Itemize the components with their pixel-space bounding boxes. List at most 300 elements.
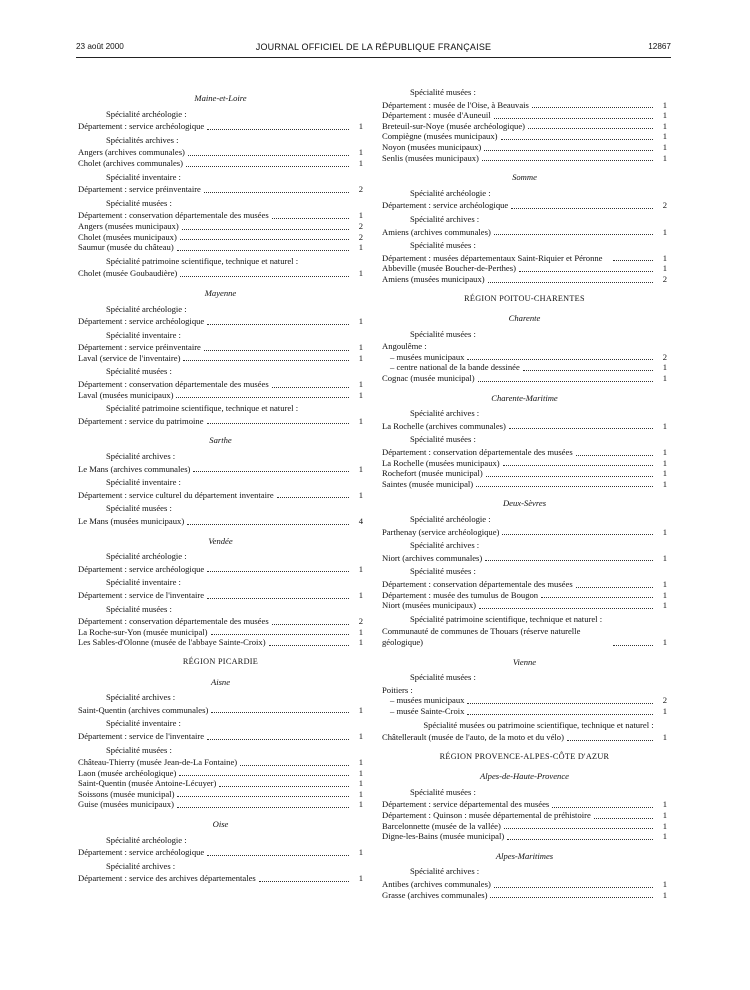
list-item bbox=[382, 600, 667, 611]
list-item bbox=[78, 768, 363, 779]
specialty-heading: Spécialité archéologie : bbox=[106, 108, 187, 119]
dot-leader bbox=[207, 855, 349, 856]
item-label: La Rochelle (archives communales) bbox=[382, 420, 506, 431]
item-count: 1 bbox=[358, 847, 363, 858]
list-item bbox=[78, 210, 363, 221]
specialty-heading: Spécialité archéologie : bbox=[106, 303, 187, 314]
item-count: 1 bbox=[662, 362, 667, 373]
item-count: 1 bbox=[662, 120, 667, 131]
item-label: Compiègne (musées municipaux) bbox=[382, 131, 498, 142]
list-item bbox=[382, 590, 667, 601]
dot-leader bbox=[207, 598, 349, 599]
city-heading: Poitiers : bbox=[382, 684, 413, 695]
list-item bbox=[78, 242, 363, 253]
dot-leader bbox=[613, 260, 653, 261]
dot-leader bbox=[528, 128, 653, 129]
dot-leader bbox=[485, 560, 653, 561]
dot-leader bbox=[204, 192, 349, 193]
item-label: Amiens (archives communales) bbox=[382, 226, 491, 237]
item-label: La Rochelle (musées municipaux) bbox=[382, 457, 500, 468]
item-count: 1 bbox=[358, 778, 363, 789]
item-count: 1 bbox=[662, 252, 667, 263]
department-heading: Aisne bbox=[210, 676, 231, 687]
list-item bbox=[78, 637, 363, 648]
specialty-heading: Spécialité musées : bbox=[410, 240, 476, 251]
item-count: 1 bbox=[358, 704, 363, 715]
department-heading: Alpes-Maritimes bbox=[495, 850, 554, 861]
item-count: 2 bbox=[662, 695, 667, 706]
list-item bbox=[382, 362, 667, 373]
item-count: 1 bbox=[662, 600, 667, 611]
item-count: 1 bbox=[358, 147, 363, 158]
department-heading: Charente bbox=[508, 313, 541, 324]
item-count: 2 bbox=[662, 273, 667, 284]
item-label: Laval (service de l'inventaire) bbox=[78, 352, 181, 363]
dot-leader bbox=[177, 250, 349, 251]
list-item bbox=[382, 732, 667, 743]
item-label: Département : service des archives départementales bbox=[78, 873, 256, 884]
dot-leader bbox=[532, 107, 653, 108]
item-label: Département : musée d'Auneuil bbox=[382, 110, 491, 121]
list-item bbox=[382, 553, 667, 564]
item-count: 1 bbox=[358, 767, 363, 778]
dot-leader bbox=[207, 324, 349, 325]
item-label: Département : musées départementaux Saint-Riquier et Péronne bbox=[382, 252, 603, 263]
dot-leader bbox=[494, 234, 653, 235]
item-label: Département : service archéologique bbox=[78, 316, 205, 327]
department-heading: Maine-et-Loire bbox=[194, 93, 247, 103]
list-item bbox=[382, 695, 667, 706]
item-label: Département : service archéologique bbox=[382, 200, 509, 211]
item-count: 1 bbox=[662, 799, 667, 810]
department-heading: Alpes-de-Haute-Provence bbox=[480, 771, 569, 782]
item-label: Département : conservation départementale des musées bbox=[382, 447, 573, 458]
item-label: Département : Quinson : musée départemental de préhistoire bbox=[382, 810, 591, 821]
dot-leader bbox=[494, 887, 653, 888]
dot-leader bbox=[519, 271, 653, 272]
dot-leader bbox=[183, 360, 349, 361]
item-label: Saint-Quentin (musée Antoine-Lécuyer) bbox=[78, 778, 217, 789]
item-count: 1 bbox=[358, 757, 363, 768]
header-page-number: 12867 bbox=[648, 42, 671, 51]
item-count: 1 bbox=[662, 478, 667, 489]
department-heading: Charente-Maritime bbox=[491, 392, 558, 403]
item-label: – musées municipaux bbox=[390, 351, 465, 362]
item-label: Département : musée de l'Oise, à Beauvais bbox=[382, 99, 529, 110]
item-count: 1 bbox=[358, 352, 363, 363]
list-item bbox=[78, 121, 363, 132]
list-item bbox=[382, 263, 667, 274]
item-label: Saint-Quentin (archives communales) bbox=[78, 704, 209, 715]
item-count: 2 bbox=[358, 616, 363, 627]
specialty-heading: Spécialité archéologie : bbox=[410, 187, 491, 198]
item-count: 1 bbox=[358, 268, 363, 279]
item-count: 1 bbox=[358, 730, 363, 741]
item-label: Senlis (musées municipaux) bbox=[382, 152, 479, 163]
item-count: 2 bbox=[662, 200, 667, 211]
item-count: 1 bbox=[662, 526, 667, 537]
left-column bbox=[78, 84, 363, 884]
item-count: 1 bbox=[662, 99, 667, 110]
region-heading: RÉGION PICARDIE bbox=[182, 656, 259, 666]
department-heading: Oise bbox=[212, 819, 229, 830]
item-label: Abbeville (musée Boucher-de-Perthes) bbox=[382, 263, 516, 274]
list-item bbox=[78, 590, 363, 601]
item-label: Niort (archives communales) bbox=[382, 552, 483, 563]
list-item bbox=[78, 789, 363, 800]
dot-leader bbox=[502, 534, 653, 535]
item-label: Angers (musées municipaux) bbox=[78, 220, 179, 231]
item-count: 1 bbox=[662, 552, 667, 563]
header-rule bbox=[76, 57, 671, 58]
department-heading: Somme bbox=[512, 172, 537, 183]
dot-leader bbox=[179, 775, 349, 776]
item-count: 1 bbox=[662, 468, 667, 479]
item-count: 1 bbox=[358, 873, 363, 884]
item-count: 1 bbox=[662, 831, 667, 842]
specialty-heading: Spécialité musées : bbox=[106, 744, 172, 755]
item-label: Le Mans (archives communales) bbox=[78, 463, 191, 474]
item-count: 2 bbox=[358, 231, 363, 242]
item-count: 4 bbox=[358, 516, 363, 526]
dot-leader bbox=[523, 370, 653, 371]
dot-leader bbox=[488, 282, 653, 283]
list-item bbox=[382, 810, 667, 821]
specialty-heading: Spécialité archives : bbox=[410, 866, 480, 877]
list-item bbox=[78, 221, 363, 232]
item-label: Cognac (musée municipal) bbox=[382, 373, 475, 384]
list-item bbox=[382, 352, 667, 363]
list-item bbox=[382, 479, 667, 490]
item-label: Laon (musée archéologique) bbox=[78, 767, 177, 778]
specialty-heading: Spécialité archives : bbox=[106, 860, 176, 871]
specialty-heading: Spécialité inventaire : bbox=[106, 171, 181, 182]
item-label: Département : service préinventaire bbox=[78, 184, 201, 195]
dot-leader bbox=[211, 712, 349, 713]
item-count: 1 bbox=[662, 810, 667, 821]
item-count: 1 bbox=[358, 121, 363, 132]
item-count: 1 bbox=[662, 141, 667, 152]
specialty-heading: Spécialité musées : bbox=[106, 197, 172, 208]
list-item bbox=[78, 873, 363, 884]
dot-leader bbox=[186, 166, 349, 167]
list-item bbox=[382, 121, 667, 132]
item-count: 1 bbox=[358, 799, 363, 810]
item-label: Amiens (musées municipaux) bbox=[382, 273, 485, 284]
dot-leader bbox=[188, 155, 349, 156]
specialty-heading: Spécialité inventaire : bbox=[106, 329, 181, 340]
item-label: Département : musée des tumulus de Bougon bbox=[382, 589, 539, 600]
specialty-heading: Spécialité archives : bbox=[410, 408, 480, 419]
item-count: 1 bbox=[662, 131, 667, 142]
item-label: Département : service culturel du département inventaire bbox=[78, 489, 274, 500]
specialty-heading: Spécialité patrimoine scientifique, technique et naturel : bbox=[106, 403, 299, 414]
dot-leader bbox=[507, 839, 653, 840]
dot-leader bbox=[193, 471, 349, 472]
item-count: 1 bbox=[358, 342, 363, 353]
list-item bbox=[382, 100, 667, 111]
specialty-heading: Spécialité musées : bbox=[410, 434, 476, 445]
item-label: Grasse (archives communales) bbox=[382, 889, 488, 900]
item-count: 1 bbox=[662, 589, 667, 600]
item-label: Noyon (musées municipaux) bbox=[382, 141, 482, 152]
department-heading: Vendée bbox=[208, 535, 233, 546]
list-item bbox=[382, 799, 667, 810]
dot-leader bbox=[509, 428, 653, 429]
list-item bbox=[382, 706, 667, 717]
list-item bbox=[78, 799, 363, 810]
dot-leader bbox=[187, 524, 349, 525]
list-item bbox=[382, 153, 667, 164]
item-count: 1 bbox=[662, 820, 667, 831]
list-item bbox=[78, 379, 363, 390]
item-count: 1 bbox=[662, 879, 667, 890]
list-item bbox=[78, 316, 363, 327]
department-heading: Deux-Sèvres bbox=[502, 498, 547, 509]
dot-leader bbox=[177, 807, 349, 808]
list-item bbox=[78, 516, 363, 527]
item-label: Parthenay (service archéologique) bbox=[382, 526, 500, 537]
item-label: Château-Thierry (musée Jean-de-La Fontaine) bbox=[78, 757, 238, 768]
item-count: 1 bbox=[662, 457, 667, 468]
list-item bbox=[78, 184, 363, 195]
item-label: Département : conservation départementale des musées bbox=[78, 210, 269, 221]
dot-leader bbox=[182, 229, 349, 230]
item-count: 1 bbox=[662, 447, 667, 458]
list-item bbox=[382, 110, 667, 121]
dot-leader bbox=[176, 397, 349, 398]
list-item bbox=[78, 158, 363, 169]
list-item bbox=[382, 527, 667, 538]
item-count: 1 bbox=[662, 226, 667, 237]
dot-leader bbox=[467, 714, 653, 715]
list-item bbox=[78, 705, 363, 716]
list-item bbox=[78, 778, 363, 789]
list-item bbox=[78, 564, 363, 575]
dot-leader bbox=[259, 881, 349, 882]
item-count: 1 bbox=[358, 379, 363, 390]
right-column bbox=[382, 84, 667, 900]
dot-leader bbox=[272, 387, 349, 388]
specialty-heading: Spécialité musées : bbox=[410, 672, 476, 683]
specialty-heading: Spécialité musées : bbox=[410, 87, 476, 97]
item-label: Département : service de l'inventaire bbox=[78, 730, 205, 741]
dot-leader bbox=[476, 486, 653, 487]
dot-leader bbox=[503, 465, 653, 466]
specialty-heading: Spécialité musées ou patrimoine scientifique, technique et naturel : bbox=[423, 719, 654, 730]
list-item bbox=[78, 464, 363, 475]
item-label: Digne-les-Bains (musée municipal) bbox=[382, 831, 505, 842]
list-item bbox=[78, 757, 363, 768]
item-label: Guise (musées municipaux) bbox=[78, 799, 174, 810]
list-item bbox=[78, 731, 363, 742]
dot-leader bbox=[269, 645, 349, 646]
department-heading: Sarthe bbox=[209, 435, 232, 446]
specialty-heading: Spécialité musées : bbox=[106, 366, 172, 377]
specialty-heading: Spécialité musées : bbox=[410, 786, 476, 797]
dot-leader bbox=[207, 739, 349, 740]
list-item bbox=[382, 274, 667, 285]
dot-leader bbox=[467, 703, 653, 704]
specialty-heading: Spécialité patrimoine scientifique, technique et naturel : bbox=[106, 255, 299, 266]
list-item bbox=[382, 890, 667, 901]
dot-leader bbox=[501, 139, 653, 140]
specialty-heading: Spécialité archéologie : bbox=[106, 551, 187, 562]
dot-leader bbox=[576, 587, 653, 588]
list-item bbox=[382, 142, 667, 153]
item-label: Département : service du patrimoine bbox=[78, 415, 204, 426]
dot-leader bbox=[207, 129, 349, 130]
dot-leader bbox=[576, 455, 653, 456]
dot-leader bbox=[567, 740, 653, 741]
item-count: 1 bbox=[358, 415, 363, 426]
dot-leader bbox=[219, 786, 349, 787]
list-item bbox=[382, 626, 667, 647]
item-count: 1 bbox=[662, 110, 667, 121]
item-label: – musées municipaux bbox=[390, 695, 465, 706]
item-count: 1 bbox=[358, 389, 363, 400]
running-header bbox=[76, 42, 671, 56]
region-heading: RÉGION PROVENCE-ALPES-CÔTE D'AZUR bbox=[439, 751, 610, 761]
dot-leader bbox=[240, 765, 349, 766]
dot-leader bbox=[490, 897, 653, 898]
city-heading: Angoulême : bbox=[382, 341, 427, 352]
item-count: 1 bbox=[662, 373, 667, 384]
item-count: 1 bbox=[662, 152, 667, 163]
item-label: Communauté de communes de Thouars (réserve naturelle géologique) bbox=[382, 626, 581, 647]
item-label: Châtellerault (musée de l'auto, de la moto et du vélo) bbox=[382, 732, 564, 743]
list-item bbox=[382, 579, 667, 590]
header-date: 23 août 2000 bbox=[76, 42, 124, 51]
dot-leader bbox=[272, 624, 349, 625]
dot-leader bbox=[180, 239, 349, 240]
item-count: 1 bbox=[358, 316, 363, 327]
item-label: Le Mans (musées municipaux) bbox=[78, 516, 185, 526]
region-heading: RÉGION POITOU-CHARENTES bbox=[464, 293, 585, 303]
specialty-heading: Spécialité patrimoine scientifique, technique et naturel : bbox=[410, 613, 603, 624]
dot-leader bbox=[272, 218, 349, 219]
list-item bbox=[78, 353, 363, 364]
list-item bbox=[382, 253, 667, 264]
department-heading: Mayenne bbox=[204, 287, 237, 298]
specialty-heading: Spécialité inventaire : bbox=[106, 718, 181, 729]
item-label: Niort (musées municipaux) bbox=[382, 600, 477, 611]
specialty-heading: Spécialité archives : bbox=[410, 213, 480, 224]
dot-leader bbox=[211, 634, 349, 635]
item-count: 1 bbox=[358, 626, 363, 637]
item-label: Cholet (musée Goubaudière) bbox=[78, 268, 178, 279]
item-count: 1 bbox=[358, 788, 363, 799]
dot-leader bbox=[467, 359, 653, 360]
item-label: Barcelonnette (musée de la vallée) bbox=[382, 820, 501, 831]
dot-leader bbox=[482, 160, 653, 161]
dot-leader bbox=[207, 571, 349, 572]
list-item bbox=[78, 847, 363, 858]
item-label: Département : service de l'inventaire bbox=[78, 589, 205, 600]
specialty-heading: Spécialité musées : bbox=[410, 566, 476, 577]
dot-leader bbox=[504, 828, 653, 829]
item-count: 1 bbox=[662, 889, 667, 900]
list-item bbox=[382, 879, 667, 890]
item-label: Département : service archéologique bbox=[78, 121, 205, 132]
dot-leader bbox=[177, 796, 349, 797]
item-label: Cholet (musées municipaux) bbox=[78, 231, 177, 242]
list-item bbox=[78, 232, 363, 243]
list-item bbox=[78, 147, 363, 158]
item-label: La Roche-sur-Yon (musée municipal) bbox=[78, 626, 208, 637]
item-count: 1 bbox=[358, 489, 363, 500]
specialty-heading: Spécialité musées : bbox=[410, 328, 476, 339]
specialty-heading: Spécialité archéologie : bbox=[106, 834, 187, 845]
item-label: Les Sables-d'Olonne (musée de l'abbaye Sainte-Croix) bbox=[78, 637, 266, 648]
specialty-heading: Spécialité inventaire : bbox=[106, 477, 181, 488]
item-count: 1 bbox=[662, 263, 667, 274]
item-count: 1 bbox=[358, 242, 363, 253]
dot-leader bbox=[180, 276, 349, 277]
dot-leader bbox=[277, 497, 349, 498]
list-item bbox=[382, 468, 667, 479]
item-label: Saumur (musée du château) bbox=[78, 242, 174, 253]
dot-leader bbox=[541, 597, 653, 598]
dot-leader bbox=[478, 381, 653, 382]
list-item bbox=[382, 458, 667, 469]
item-count: 1 bbox=[358, 589, 363, 600]
list-item bbox=[382, 447, 667, 458]
list-item bbox=[382, 821, 667, 832]
list-item bbox=[382, 131, 667, 142]
item-label: Département : service archéologique bbox=[78, 847, 205, 858]
specialty-heading: Spécialité archives : bbox=[106, 451, 176, 462]
item-label: Breteuil-sur-Noye (musée archéologique) bbox=[382, 120, 526, 131]
specialty-heading: Spécialité musées : bbox=[106, 603, 172, 614]
item-count: 1 bbox=[662, 636, 667, 647]
item-label: Département : conservation départementale des musées bbox=[78, 616, 269, 627]
item-label: – musée Sainte-Croix bbox=[390, 705, 465, 716]
item-count: 2 bbox=[358, 220, 363, 231]
list-item bbox=[78, 268, 363, 279]
dot-leader bbox=[511, 208, 653, 209]
item-label: Saintes (musée municipal) bbox=[382, 478, 474, 489]
dot-leader bbox=[552, 807, 653, 808]
item-label: Antibes (archives communales) bbox=[382, 879, 491, 890]
list-item bbox=[382, 200, 667, 211]
item-count: 1 bbox=[662, 578, 667, 589]
list-item bbox=[382, 373, 667, 384]
list-item bbox=[78, 390, 363, 401]
item-label: Cholet (archives communales) bbox=[78, 157, 184, 168]
item-count: 1 bbox=[358, 157, 363, 168]
item-label: Rochefort (musée municipal) bbox=[382, 468, 483, 479]
item-count: 1 bbox=[358, 637, 363, 648]
list-item bbox=[78, 342, 363, 353]
specialty-heading: Spécialité inventaire : bbox=[106, 577, 181, 588]
specialty-heading: Spécialité musées : bbox=[106, 503, 172, 514]
specialty-heading: Spécialité archéologie : bbox=[410, 514, 491, 524]
item-count: 1 bbox=[358, 563, 363, 574]
item-label: Laval (musées municipaux) bbox=[78, 389, 174, 400]
dot-leader bbox=[486, 476, 653, 477]
dot-leader bbox=[204, 350, 349, 351]
list-item bbox=[78, 616, 363, 627]
item-count: 1 bbox=[358, 210, 363, 221]
item-label: Département : conservation départementale des musées bbox=[382, 578, 573, 589]
list-item bbox=[78, 490, 363, 501]
item-label: – centre national de la bande dessinée bbox=[390, 362, 520, 373]
item-label: Département : service préinventaire bbox=[78, 342, 201, 353]
item-label: Angers (archives communales) bbox=[78, 147, 185, 158]
list-item bbox=[78, 416, 363, 427]
header-title: JOURNAL OFFICIEL DE LA RÉPUBLIQUE FRANÇAISE bbox=[255, 42, 492, 52]
